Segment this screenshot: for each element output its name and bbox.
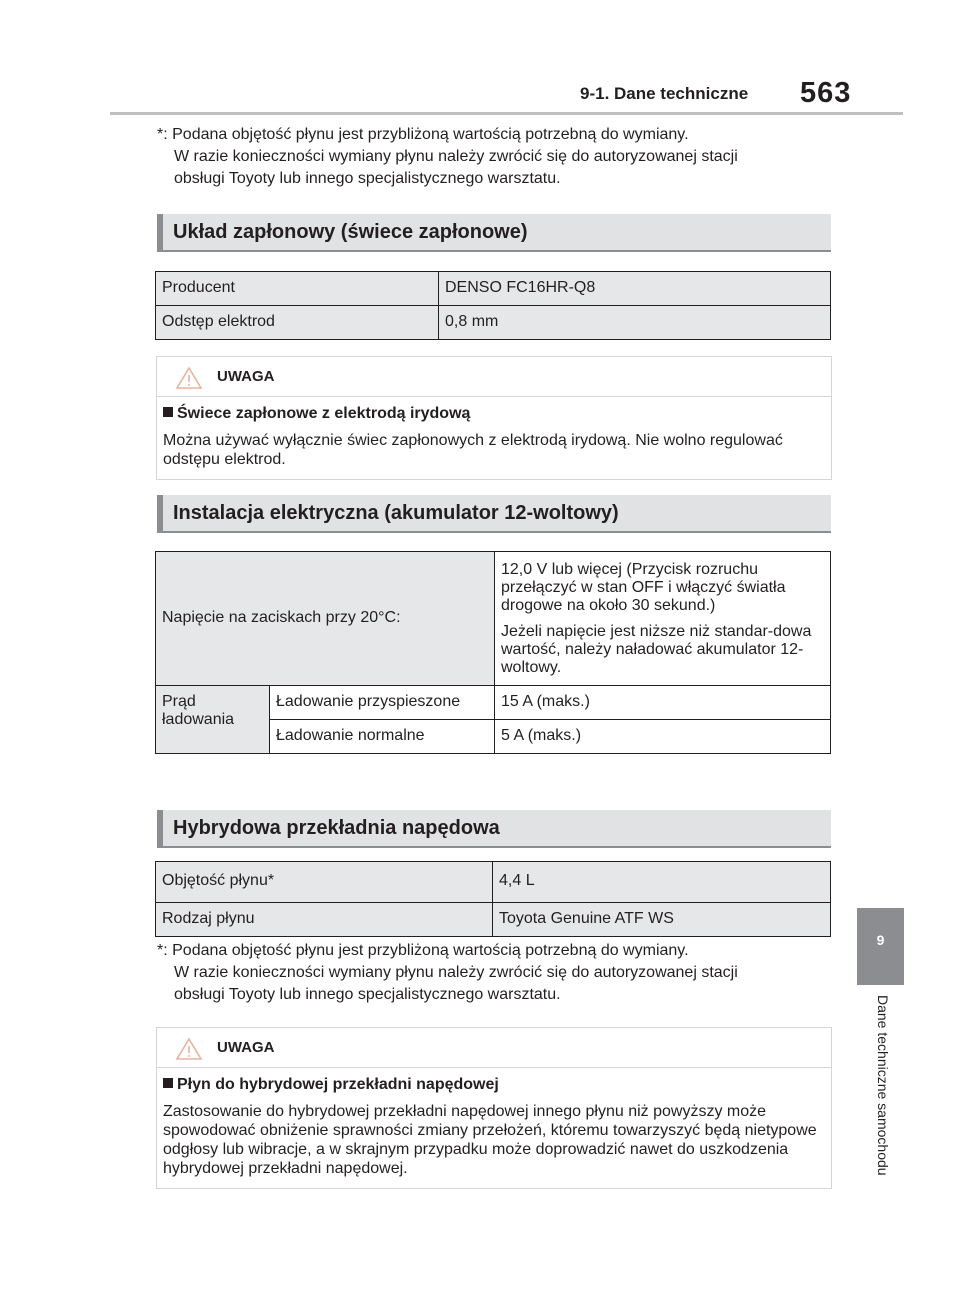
table-cell-value: DENSO FC16HR-Q8 [439, 272, 831, 306]
table-row [156, 272, 831, 306]
caution-title [163, 405, 825, 423]
electrical-heading: Instalacja elektryczna (akumulator 12-woltowy) [157, 495, 831, 533]
caution-text: Można używać wyłącznie świec zapłonowych z elektrodą irydową. Nie wolno regulować odstępu elektrod. [163, 432, 783, 468]
caution-body [157, 397, 831, 479]
footnote-bottom [157, 940, 837, 1006]
table-row [156, 552, 831, 686]
table-row [156, 686, 831, 720]
ignition-heading: Układ zapłonowy (świece zapłonowe) [157, 214, 831, 252]
caution-text: Zastosowanie do hybrydowej przekładni napędowej innego płynu niż powyższy może spowodować obniżenie sprawności zmiany przełożeń, któremu towarzyszyć będą nietypowe odgłosy lub wibracje, a w skrajnym przypadku może doprowadzić nawet do uszkodzenia hybrydowej przekładni napędowej. [163, 1103, 817, 1177]
charging-mode: Ładowanie przyspieszone [270, 686, 495, 720]
table-cell-label: Producent [156, 272, 439, 306]
voltage-label: Napięcie na zaciskach przy 20°C: [156, 552, 495, 686]
chapter-tab-label: Dane techniczne samochodu [875, 995, 891, 1176]
current-label: Prąd ładowania [156, 686, 270, 754]
caution-title-text: Świece zapłonowe z elektrodą irydową [177, 405, 471, 422]
footnote-line: obsługi Toyoty lub innego specjalistycznego warsztatu. [174, 170, 561, 187]
transmission-heading: Hybrydowa przekładnia napędowa [157, 810, 831, 848]
voltage-note: Jeżeli napięcie jest niższe niż standar-dowa wartość, należy naładować akumulator 12-woltowy. [501, 623, 812, 676]
table-row [156, 903, 831, 937]
footnote-line: *: Podana objętość płynu jest przybliżoną wartością potrzebną do wymiany. [157, 942, 689, 959]
caution-header [157, 1028, 831, 1068]
voltage-value: 12,0 V lub więcej (Przycisk rozruchu przełączyć w stan OFF i włączyć światła drogowe na około 30 sekund.) [501, 561, 786, 614]
footnote-line: W razie konieczności wymiany płynu należy zwrócić się do autoryzowanej stacji [174, 964, 738, 981]
warning-triangle-icon [175, 366, 203, 390]
table-row [156, 862, 831, 903]
section-title: 9-1. Dane techniczne [580, 84, 749, 103]
table-cell-label: Odstęp elektrod [156, 306, 439, 340]
caution-body [157, 1068, 831, 1188]
table-cell-label: Objętość płynu* [156, 862, 493, 903]
caution-box [156, 1027, 832, 1189]
chapter-tab-number: 9 [857, 908, 904, 985]
caution-box [156, 356, 832, 480]
footnote-top [157, 124, 837, 190]
bullet-square-icon [163, 407, 173, 417]
page-number: 563 [800, 77, 852, 109]
table-cell-value: 0,8 mm [439, 306, 831, 340]
transmission-table [155, 861, 831, 937]
table-cell-value: 4,4 L [493, 862, 831, 903]
caution-title-text: Płyn do hybrydowej przekładni napędowej [177, 1076, 499, 1093]
warning-triangle-icon [175, 1037, 203, 1061]
electrical-table [155, 551, 831, 754]
charging-mode: Ładowanie normalne [270, 720, 495, 754]
bullet-square-icon [163, 1078, 173, 1088]
charging-value: 15 A (maks.) [495, 686, 831, 720]
header-divider [110, 112, 903, 115]
footnote-line: W razie konieczności wymiany płynu należy zwrócić się do autoryzowanej stacji [174, 148, 738, 165]
footnote-line: obsługi Toyoty lub innego specjalistycznego warsztatu. [174, 986, 561, 1003]
caution-label: UWAGA [217, 1039, 275, 1056]
charging-value: 5 A (maks.) [495, 720, 831, 754]
table-cell-value: Toyota Genuine ATF WS [493, 903, 831, 937]
caution-label: UWAGA [217, 368, 275, 385]
footnote-line: *: Podana objętość płynu jest przybliżoną wartością potrzebną do wymiany. [157, 126, 689, 143]
voltage-value-cell [495, 552, 831, 686]
caution-header [157, 357, 831, 397]
caution-title [163, 1076, 825, 1094]
table-cell-label: Rodzaj płynu [156, 903, 493, 937]
ignition-table [155, 271, 831, 340]
table-row [156, 306, 831, 340]
